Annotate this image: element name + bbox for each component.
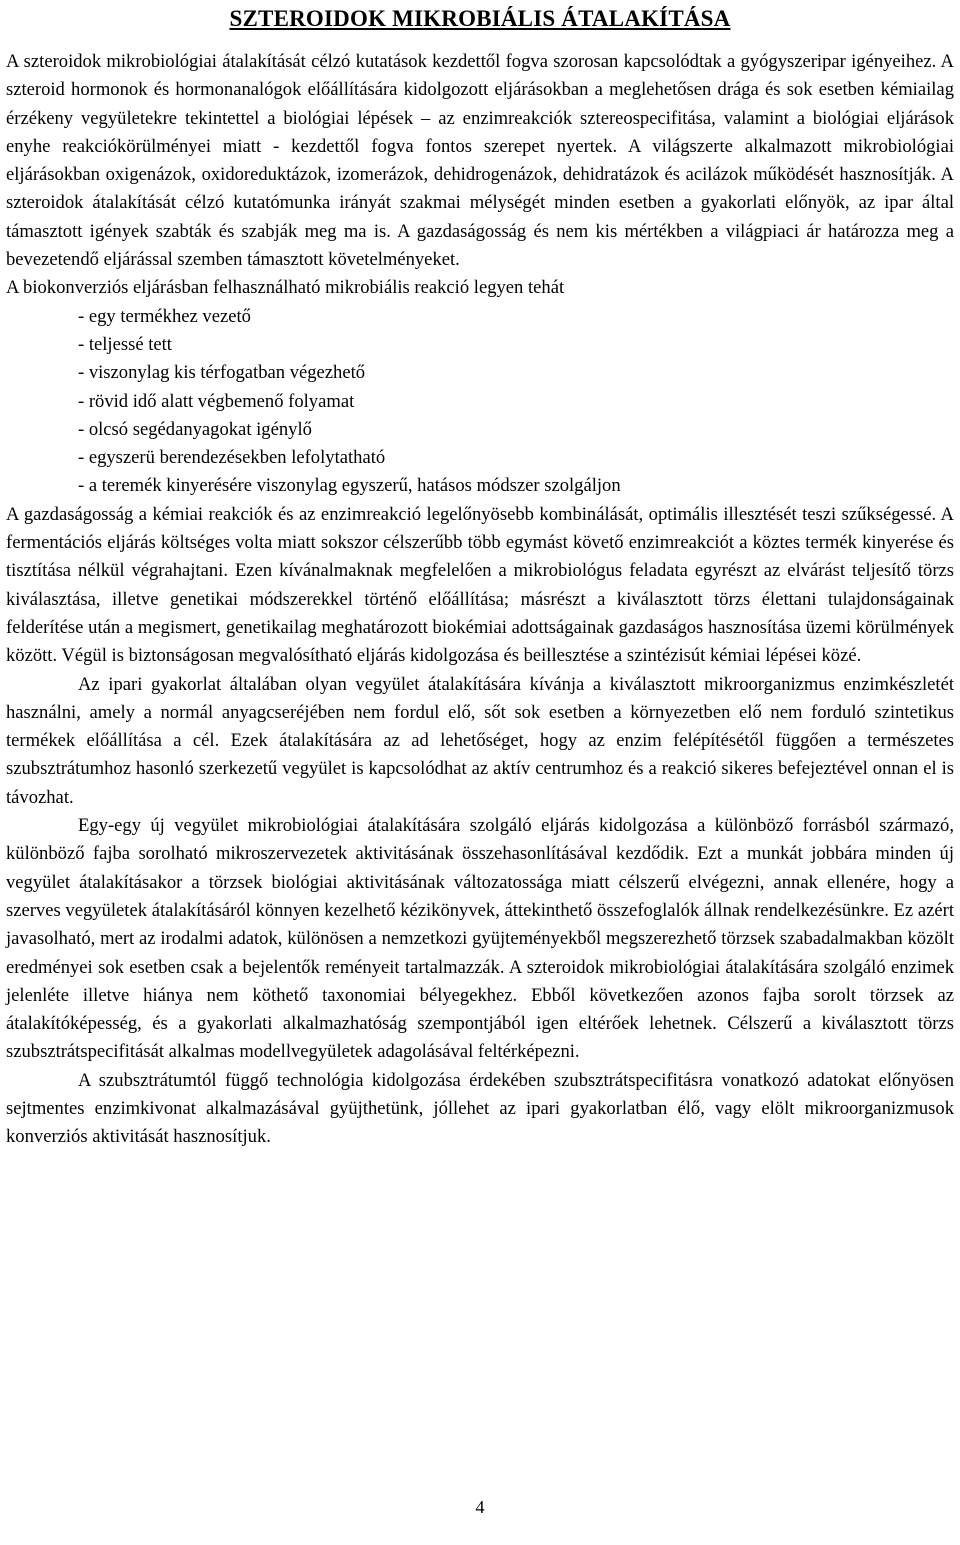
list-item: - viszonylag kis térfogatban végezhető [78,362,366,384]
requirements-lead-paragraph: A biokonverziós eljárásban felhasználható mikrobiális reakció legyen tehát [6,277,565,299]
list-item: - olcsó segédanyagokat igénylő [78,418,312,440]
intro-paragraph: A szteroidok mikrobiológiai átalakítását célzó kutatások kezdettől fogva szorosan kapcsolódtak a gyógyszeripar igényeihez. A szteroid hormonok és hormonanalógok előállítására kidolgozott eljárásokban a meglehetősen drága és sok esetben kémiailag érzékeny vegyületekre tekintettel a biológiai lépések – az enzimreakciók sztereospecifitása, valamint a biológiai eljárások enyhe reakciókörülményei miatt - kezdettől fogva fontos szerepet nyertek. A világszerte alkalmazott mikrobiológiai eljárásokban oxigenázok, oxidoreduktázok, izomerázok, dehidrogenázok, dehidratázok és acilázok működését hasznosítják. A szteroidok átalakítását célzó kutatómunka irányát szakmai mélységét minden esetben a gyakorlati előnyök, az ipar által támasztott igények szabták és szabják meg ma is. A gazdaságosság és nem kis mértékben a világpiaci ár határozza meg a bevezetendő eljárással szemben támasztott követelményeket. [6,51,954,271]
list-item: - egy termékhez vezető [78,305,251,327]
list-item: - a teremék kinyerésére viszonylag egyszerű, hatásos módszer szolgáljon [78,475,621,497]
economy-paragraph: A gazdaságosság a kémiai reakciók és az enzimreakció legelőnyösebb kombinálását, optimális illesztését teszi szűkségessé. A fermentációs eljárás költséges volta miatt sokszor célszerűbb több egymást követő enzimreakciót a köztes termék kinyerése és tisztítása nélkül végrahajtani. Ezen kívánalmaknak megfelelően a mikrobiológus feladata egyrészt az elvárást teljesítő törzs kiválasztása, illetve genetikai módszerekkel történő előállítása; másrészt a kiválasztott törzs élettani tulajdonságainak felderítése után a megismert, genetikailag meghatározott biokémiai adottságainak gazdaságos hasznosítása üzemi körülmények között. Végül is biztonságosan megvalósítható eljárás kidolgozása és beillesztése a szintézisút kémiai lépései közé. [6,503,954,667]
list-item: - egyszerü berendezésekben lefolytatható [78,447,386,469]
list-item: - teljessé tett [78,333,172,355]
requirements-list [6,303,954,501]
substrate-technology-paragraph: A szubsztrátumtól függő technológia kidolgozása érdekében szubsztrátspecifitásra vonatkozó adatokat előnyösen sejtmentes enzimkivonat alkalmazásával gyüjthetünk, jóllehet az ipari gyakorlatban élő, vagy elölt mikroorganizmusok konverziós aktivitását hasznosítjuk. [6,1069,954,1148]
list-item: - rövid idő alatt végbemenő folyamat [78,390,355,412]
industrial-practice-paragraph: Az ipari gyakorlat általában olyan vegyület átalakítására kívánja a kiválasztott mikroorganizmus enzimkészletét használni, amely a normál anyagcseréjében nem fordul elő, sőt sok esetben a környezetben elő nem forduló szintetikus termékek előállítása a cél. Ezek átalakítására az ad lehetőséget, hogy az enzim felépítésétől függően a természetes szubsztrátumhoz hasonló szerkezetű vegyület is kapcsolódhat az aktív centrumhoz és a reakció sikeres befejeztével onnan el is távozhat. [6,673,954,808]
page-number: 4 [475,1497,485,1517]
document-page [6,4,954,1152]
page-title: SZTEROIDOK MIKROBIÁLIS ÁTALAKÍTÁSA [229,6,731,31]
new-compound-paragraph: Egy-egy új vegyület mikrobiológiai átalakítására szolgáló eljárás kidolgozása a különböző forrásból származó, különböző fajba sorolható mikroszervezetek aktivitásának összehasonlításával kezdődik. Ezt a munkát jobbára minden új vegyület átalakításakor a törzsek biológiai aktivitásának változatossága miatt célszerű elvégezni, annak ellenére, hogy a szerves vegyületek átalakításáról könnyen kezelhető kézikönyvek, áttekinthető összefoglalók állnak rendelkezésünkre. Ez azért javasolható, mert az irodalmi adatok, különösen a nemzetkozi gyüjteményekből megszerezhető törzsek szabadalmakban közölt eredményei sok esetben csak a bejelentők reményeit tartalmazzák. A szteroidok mikrobiológiai átalakítására szolgáló enzimek jelenléte illetve hiánya nem köthető taxonomiai bélyegekhez. Ebből következően azonos fajba sorolt törzsek az átalakítóképesség, és a gyakorlati alkalmazhatóság szempontjából igen eltérőek lehetnek. Célszerű a kiválasztott törzs szubsztrátspecifitását alkalmas modellvegyületek adagolásával feltérképezni. [6,815,954,1063]
